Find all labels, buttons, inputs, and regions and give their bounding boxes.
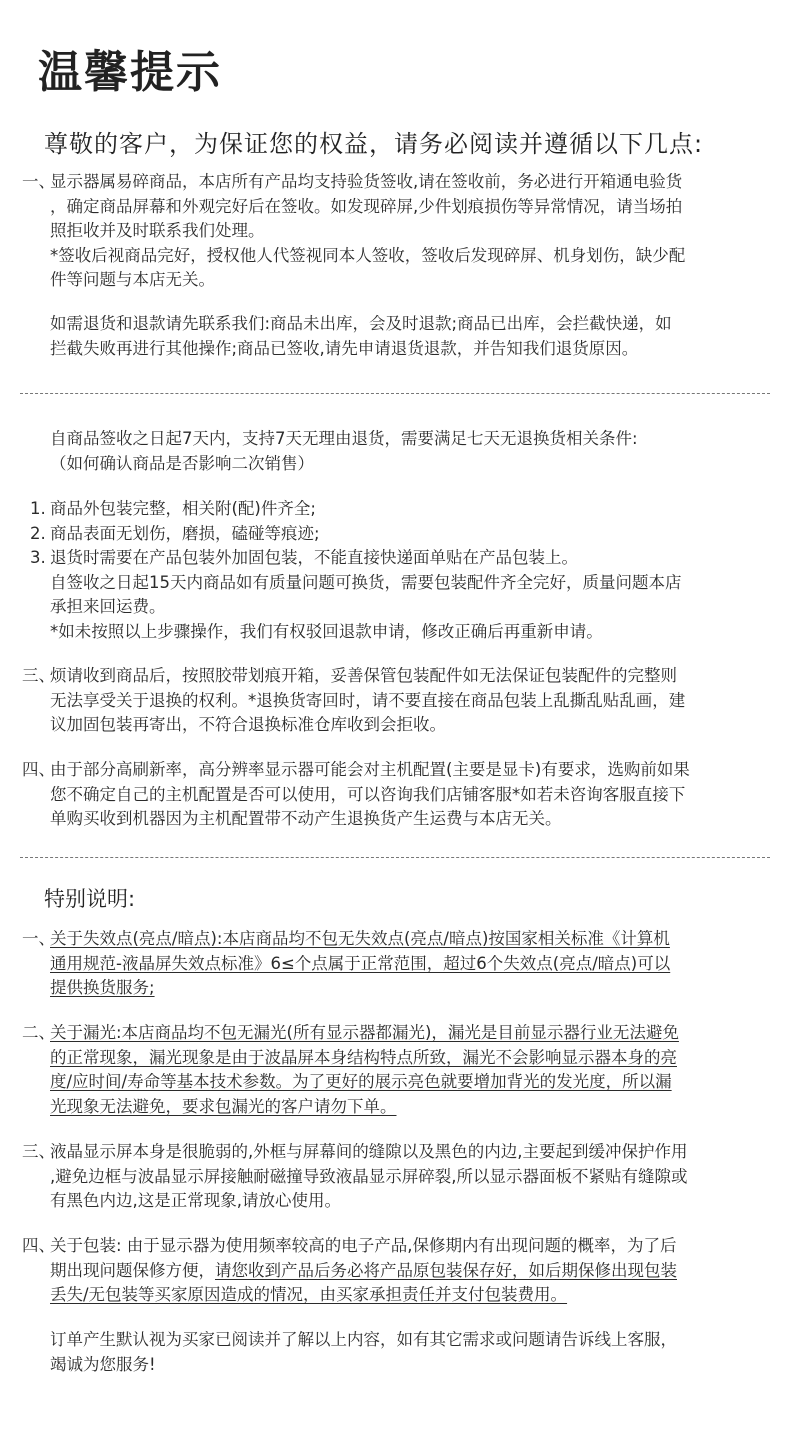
special-item-1: [22, 927, 670, 1001]
divider: [20, 857, 770, 858]
special-item-2-line: 的正常现象，漏光现象是由于波晶屏本身结构特点所致，漏光不会影响显示器本身的亮: [50, 1047, 677, 1067]
condition-number: 2.: [30, 523, 46, 543]
section-4-line: 单购买收到机器因为主机配置带不动产生退换货产生运费与本店无关。: [50, 809, 562, 828]
special-item-2-line: 度/应时间/寿命等基本技术参数。为了更好的展示亮色就要增加背光的发光度，所以漏: [50, 1072, 672, 1091]
section-3: [22, 664, 685, 738]
special-item-3-line: 液晶显示屏本身是很脆弱的,外框与屏幕间的缝隙以及黑色的内边,主要起到缓冲保护作用: [50, 1142, 688, 1161]
condition-number: 3.: [30, 548, 46, 567]
section-1-line: 件等问题与本店无关。: [50, 270, 215, 289]
section-1-line: 显示器属易碎商品，本店所有产品均支持验货签收,请在签收前，务必进行开箱通电验货: [50, 172, 683, 191]
section-3-marker: 三、: [22, 666, 55, 685]
return-policy-intro: [50, 427, 638, 476]
special-item-3-line: ,避免边框与波晶显示屏接触耐磁撞导致液晶显示屏碎裂,所以显示器面板不紧贴有缝隙或: [50, 1166, 688, 1186]
divider: [20, 393, 770, 394]
special-notes-title: 特别说明:: [44, 887, 136, 911]
section-3-line: 烦请收到商品后，按照胶带划痕开箱，妥善保管包装配件如无法保证包装配件的完整则: [50, 666, 677, 685]
section-4-line: 由于部分高刷新率，高分辨率显示器可能会对主机配置(主要是显卡)有要求，选购前如果: [50, 760, 690, 779]
special-item-4-line-underlined: 请您收到产品后务必将产品原包装保存好，如后期保修出现包装: [215, 1260, 677, 1280]
special-item-2-line: 光现象无法避免，要求包漏光的客户请勿下单。: [50, 1096, 397, 1116]
return-note: （如何确认商品是否影响二次销售）: [50, 453, 314, 473]
condition-number: 1.: [30, 499, 46, 518]
return-extra-line: 承担来回运费。: [50, 597, 166, 616]
special-item-1-marker: 一、: [22, 929, 55, 948]
special-item-4-line: 丢失/无包装等买家原因造成的情况，由买家承担责任并支付包装费用。: [50, 1285, 568, 1304]
special-item-2-line: 关于漏光:本店商品均不包无漏光(所有显示器都漏光)，漏光是目前显示器行业无法避免: [50, 1023, 679, 1042]
section-3-line: 无法享受关于退换的权利。*退换货寄回时，请不要直接在商品包装上乱撕乱贴乱画，建: [50, 690, 686, 710]
section-3-line: 议加固包装再寄出，不符合退换标准仓库收到会拒收。: [50, 715, 446, 734]
page-subtitle: 尊敬的客户，为保证您的权益，请务必阅读并遵循以下几点:: [44, 130, 704, 158]
section-1-line: ，确定商品屏幕和外观完好后在签收。如发现碎屏,少件划痕损伤等异常情况，请当场拍: [50, 196, 683, 216]
special-item-2-marker: 二、: [22, 1023, 55, 1042]
return-conditions: [30, 497, 682, 644]
refund-line: 拦截失败再进行其他操作;商品已签收,请先申请退货退款，并告知我们退货原因。: [50, 338, 639, 358]
special-item-4-line-plain: 期出现问题保修方便，: [50, 1260, 215, 1280]
special-item-4: [22, 1234, 677, 1308]
refund-notice: [50, 312, 672, 361]
section-1: [22, 170, 685, 293]
closing-note: [50, 1328, 677, 1377]
special-item-3-marker: 三、: [22, 1142, 55, 1161]
closing-line: 订单产生默认视为买家已阅读并了解以上内容，如有其它需求或问题请告诉线上客服，: [50, 1330, 677, 1349]
section-4-line: 您不确定自己的主机配置是否可以使用，可以咨询我们店铺客服*如若未咨询客服直接下: [50, 784, 686, 804]
section-1-marker: 一、: [22, 172, 55, 191]
section-4: [22, 758, 690, 832]
special-item-1-line: 关于失效点(亮点/暗点):本店商品均不包无失效点(亮点/暗点)按国家相关标准《计算机: [50, 929, 670, 948]
section-1-line: 照拒收并及时联系我们处理。: [50, 221, 265, 240]
section-1-line: *签收后视商品完好，授权他人代签视同本人签收，签收后发现碎屏、机身划伤，缺少配: [50, 245, 686, 265]
refund-line: 如需退货和退款请先联系我们:商品未出库，会及时退款;商品已出库，会拦截快递，如: [50, 314, 672, 333]
special-item-4-marker: 四、: [22, 1236, 55, 1255]
closing-line: 竭诚为您服务!: [50, 1354, 156, 1374]
special-item-3: [22, 1140, 688, 1214]
special-item-3-line: 有黑色内边,这是正常现象,请放心使用。: [50, 1191, 341, 1210]
section-4-marker: 四、: [22, 760, 55, 779]
condition-text: 商品表面无划伤，磨损，磕碰等痕迹;: [50, 523, 320, 543]
special-item-4-line: 关于包装: 由于显示器为使用频率较高的电子产品,保修期内有出现问题的概率，为了后: [50, 1236, 677, 1255]
special-item-1-line: 提供换货服务;: [50, 978, 155, 997]
special-item-1-line: 通用规范-液晶屏失效点标准》6≤个点属于正常范围，超过6个失效点(亮点/暗点)可以: [50, 953, 671, 973]
return-extra-line: *如未按照以上步骤操作，我们有权驳回退款申请，修改正确后再重新申请。: [50, 621, 603, 641]
condition-text: 退货时需要在产品包装外加固包装，不能直接快递面单贴在产品包装上。: [50, 548, 578, 567]
return-intro: 自商品签收之日起7天内，支持7天无理由退货，需要满足七天无退换货相关条件:: [50, 429, 638, 448]
condition-text: 商品外包装完整，相关附(配)件齐全;: [50, 499, 316, 518]
special-item-2: [22, 1021, 679, 1119]
page-title: 温馨提示: [38, 47, 222, 98]
return-extra-line: 自签收之日起15天内商品如有质量问题可换货，需要包装配件齐全完好，质量问题本店: [50, 572, 682, 592]
